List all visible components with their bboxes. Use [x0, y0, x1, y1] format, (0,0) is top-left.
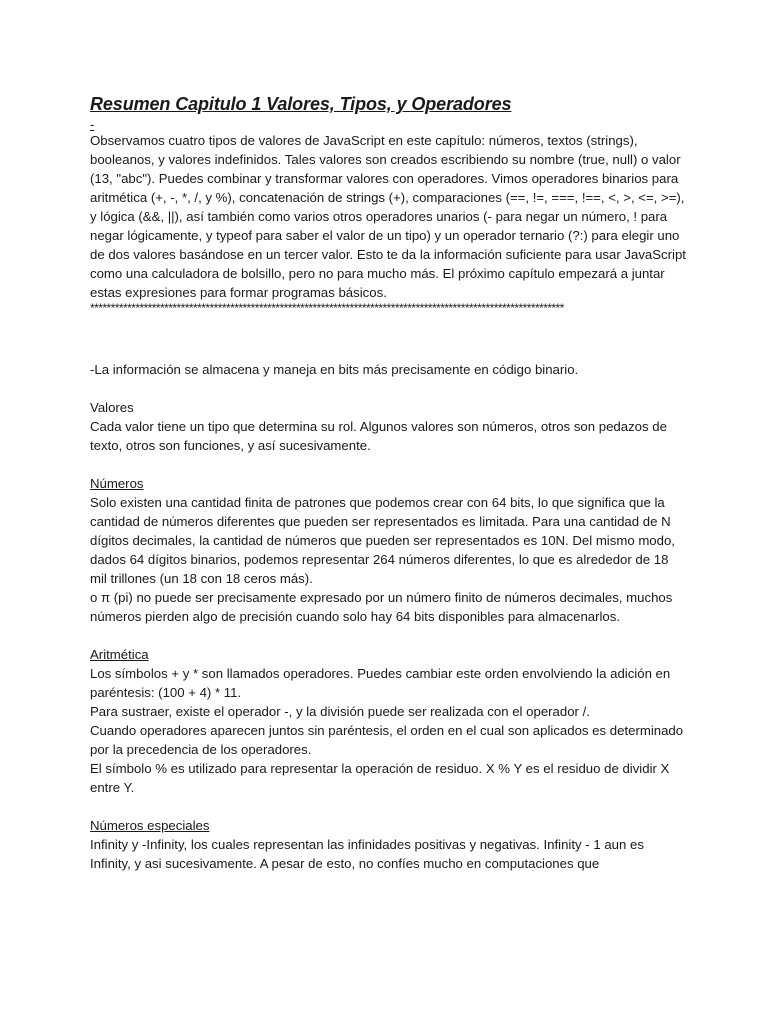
section-text-aritmetica-3: Cuando operadores aparecen juntos sin paréntesis, el orden en el cual son aplicados es determinado por la precedencia de los operadores. — [90, 723, 684, 757]
summary-paragraph: Observamos cuatro tipos de valores de JavaScript en este capítulo: números, textos (strings), booleanos, y valores indefinidos. Tales valores son creados escribiendo su nombre (true, null) o valor (13, "abc"). Puedes combinar y transformar valores con operadores. Vimos operadores binarios para aritmética (+, -, *, /, y %), concatenación de strings (+), comparaciones (==, !=, ===, !==, <, >, <=, >=), y lógica (&&, ||), así también como varios otros operadores unarios (- para negar un número, ! para negar lógicamente, y typeof para saber el valor de un tipo) y un operador ternario (?:) para elegir uno de dos valores basándose en un tercer valor. Esto te da la información suficiente para usar JavaScript como una calculadora de bolsillo, pero no para mucho más. El próximo capítulo empezará a juntar estas expresiones para formar programas básicos. — [90, 133, 686, 300]
separator-line: ******************************************************************************************************************* — [90, 302, 564, 315]
section-numeros — [90, 474, 688, 626]
section-text-aritmetica-1: Los símbolos + y * son llamados operadores. Puedes cambiar este orden envolviendo la adición en paréntesis: (100 + 4) * 11. — [90, 666, 671, 700]
section-text-numeros-2: o π (pi) no puede ser precisamente expresado por un número finito de números decimales, muchos números pierden algo de precisión cuando solo hay 64 bits disponibles para almacenarlos. — [90, 590, 673, 624]
dash-mark: - — [90, 117, 95, 132]
document-title: Resumen Capitulo 1 Valores, Tipos, y Operadores — [90, 94, 512, 114]
spacer — [90, 316, 688, 360]
section-heading-numeros: Números — [90, 476, 144, 491]
section-heading-valores: Valores — [90, 400, 134, 415]
section-especiales — [90, 816, 688, 873]
spacer — [90, 626, 688, 645]
section-valores — [90, 398, 688, 455]
document-page — [90, 93, 688, 873]
spacer — [90, 455, 688, 474]
section-text-aritmetica-2: Para sustraer, existe el operador -, y la división puede ser realizada con el operador /. — [90, 704, 590, 719]
section-text-numeros-1: Solo existen una cantidad finita de patrones que podemos crear con 64 bits, lo que significa que la cantidad de números diferentes que pueden ser representados es limitada. Para una cantidad de N dígitos decimales, la cantidad de números que pueden ser representados es 10N. Del mismo modo, dados 64 dígitos binarios, podemos representar 264 números diferentes, lo que es alrededor de 18 mil trillones (un 18 con 18 ceros más). — [90, 495, 675, 586]
bits-note: -La información se almacena y maneja en bits más precisamente en código binario. — [90, 362, 579, 377]
spacer — [90, 797, 688, 816]
section-aritmetica — [90, 645, 688, 797]
spacer — [90, 379, 688, 398]
section-text-valores: Cada valor tiene un tipo que determina su rol. Algunos valores son números, otros son pedazos de texto, otros son funciones, y así sucesivamente. — [90, 419, 667, 453]
section-heading-especiales: Números especiales — [90, 818, 210, 833]
section-heading-aritmetica: Aritmética — [90, 647, 149, 662]
section-text-especiales: Infinity y -Infinity, los cuales representan las infinidades positivas y negativas. Infinity - 1 aun es Infinity, y asi sucesivamente. A pesar de esto, no confíes mucho en computaciones que — [90, 837, 644, 871]
section-text-aritmetica-4: El símbolo % es utilizado para representar la operación de residuo. X % Y es el residuo de dividir X entre Y. — [90, 761, 670, 795]
